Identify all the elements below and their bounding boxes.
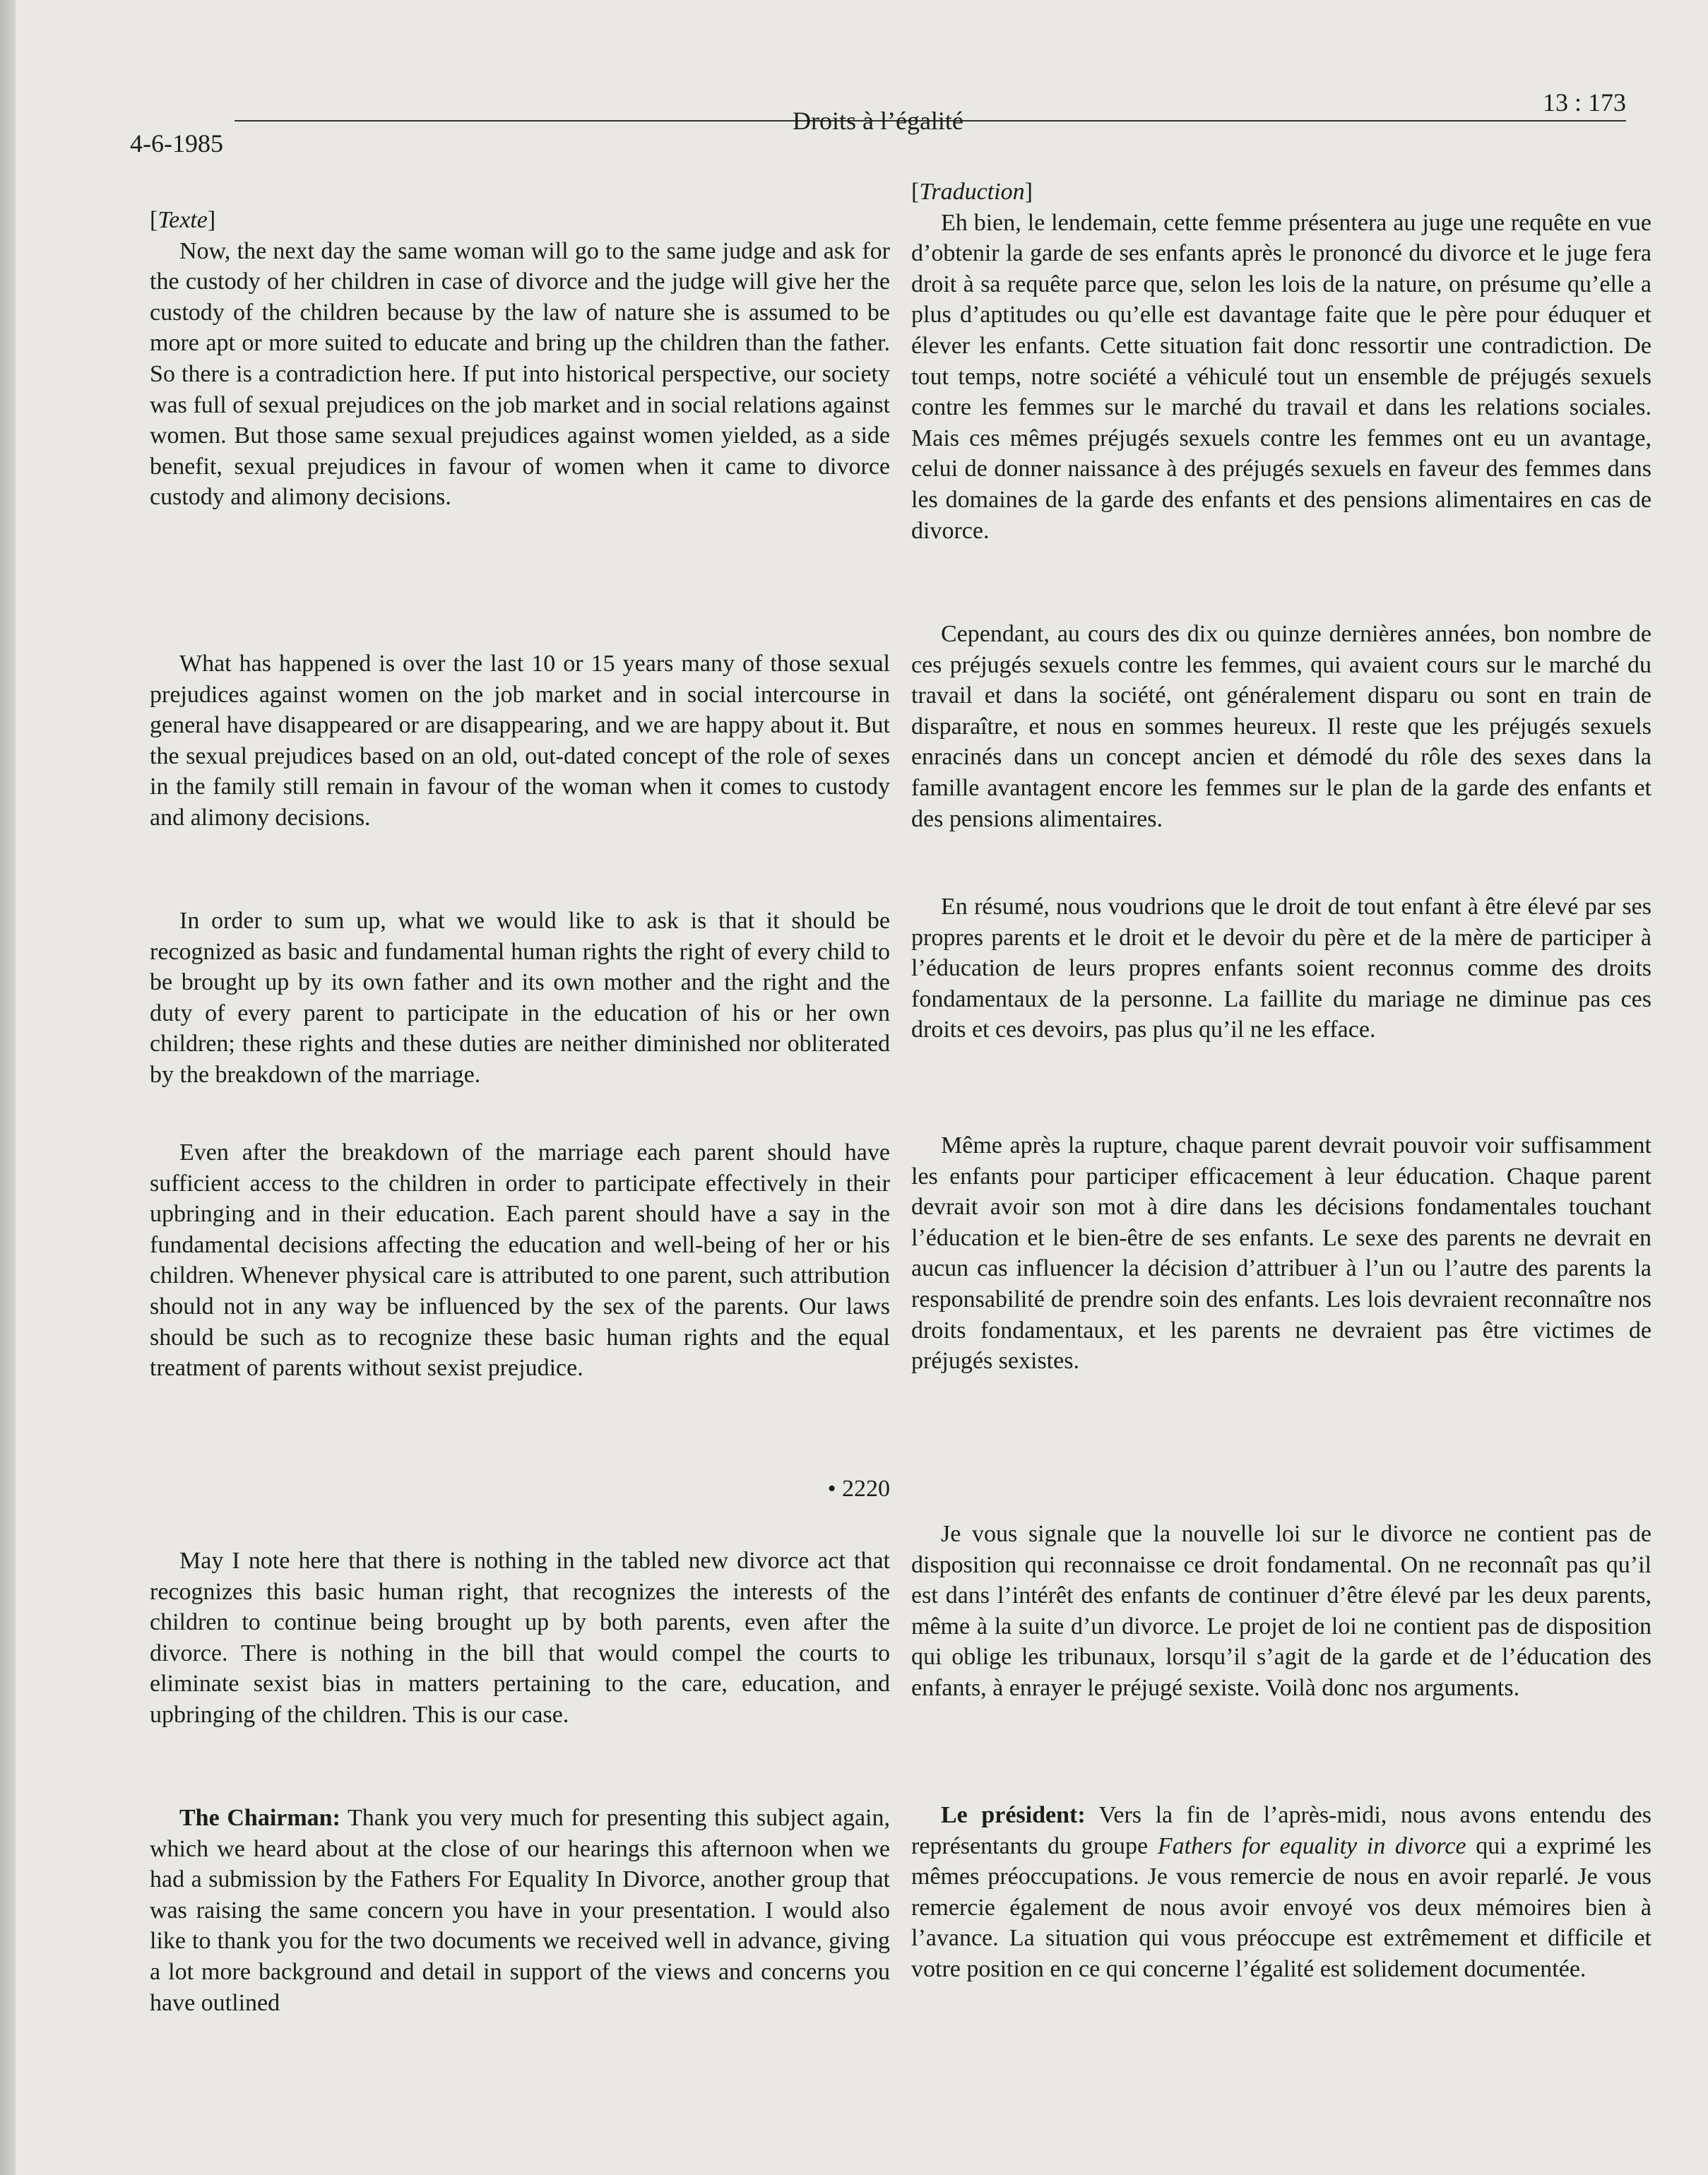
left-column-p2 [150,648,890,834]
right-column [911,177,1651,546]
left-column-p6 [150,1803,890,2018]
right-column-p6 [911,1800,1651,1985]
header-date: 4-6-1985 [130,129,223,158]
right-paragraph-6-text-a: Vers la fin de l’après-midi, nous avons entendu des représentants du groupe [911,1802,1652,1859]
header-page-number: 13 : 173 [1542,88,1626,117]
left-column-p5 [150,1546,890,1731]
right-speaker: Le président: [941,1802,1086,1828]
right-paragraph-1: Eh bien, le lendemain, cette femme présentera au juge une requête en vue d’obtenir la garde de ses enfants après le prononcé du divorce et le juge fera droit à sa requête parce que, selon les lois de la nature, on présume qu’elle a plus d’aptitudes ou qu’elle est davantage faite que le père pour éduquer et élever les enfants. Cette situation fait donc ressortir une contradiction. De tout temps, notre société a véhiculé tout un ensemble de préjugés sexuels contre les femmes sur le marché du travail et dans les relations sociales. Mais ces mêmes préjugés sexuels contre les femmes ont eu un avantage, celui de donner naissance à des préjugés sexuels en faveur des femmes dans les domaines de la garde des enfants et des pensions alimentaires en cas de divorce. [911,209,1651,544]
left-column [150,205,890,513]
right-paragraph-3: En résumé, nous voudrions que le droit de tout enfant à être élevé par ses propres parents et le droit et le devoir du père et de la mère de participer à l’éducation de leurs propres enfants soient reconnus comme des droits fondamentaux de la personne. La faillite du mariage ne diminue pas ces droits et ces devoirs, pas plus qu’il ne les efface. [911,894,1651,1043]
header-title: Droits à l’égalité [793,107,963,135]
right-paragraph-6 [911,1800,1651,1985]
left-label-text: Texte [158,207,208,233]
left-paragraph-6-text: Thank you very much for presenting this subject again, which we heard about at the close of our hearings this afternoon when we had a submission by the Fathers For Equality In Divorce, another group that was raising the same concern you have in your presentation. I would also like to thank you for the two documents we received well in advance, giving a lot more background and detail in support of the views and concerns you have outlined [150,1805,890,2016]
time-marker: • 2220 [827,1476,890,1502]
left-paragraph-5: May I note here that there is nothing in the tabled new divorce act that recognizes this basic human right, that recognizes the interests of the children to continue being brought up by both parents, even after the divorce. There is nothing in the bill that would compel the courts to eliminate sexist bias in matters pertaining to the care, education, and upbringing of the children. This is our case. [150,1548,890,1728]
left-speaker: The Chairman: [179,1805,340,1831]
right-column-p3 [911,891,1651,1045]
right-column-p5 [911,1519,1651,1704]
right-label-text: Traduction [919,179,1025,205]
left-paragraph-1: Now, the next day the same woman will go to the same judge and ask for the custody of her children in case of divorce and the judge will give her the custody of the children because by the law of nature she is assumed to be more apt or more suited to educate and bring up the children than the father. So there is a contradiction here. If put into historical perspective, our society was full of sexual prejudices on the job market and in social relations against women. But those same sexual prejudices against women yielded, as a side benefit, sexual prejudices in favour of women when it came to divorce custody and alimony decisions. [150,237,890,511]
right-label: [Traduction] [911,179,1033,205]
right-paragraph-6-text-b: qui a exprimé les mêmes préoccupations. Je vous remercie de nous en avoir reparlé. Je vous remercie également de nous avoir envoyé vos deux mémoires bien à l’avance. La situation qui vous préoccupe est extrêmement et difficile et votre position en ce qui concerne l’égalité est solidement documentée. [911,1832,1652,1982]
left-label: [Texte] [150,207,216,233]
left-column-p4 [150,1137,890,1384]
right-paragraph-2: Cependant, au cours des dix ou quinze dernières années, bon nombre de ces préjugés sexuels contre les femmes, qui avaient cours sur le marché du travail et dans la société, ont généralement disparu ou sont en train de disparaître, et nous en sommes heureux. Il reste que les préjugés sexuels enracinés dans un concept ancien et démodé du rôle des sexes dans la famille avantagent encore les femmes sur le plan de la garde des enfants et des pensions alimentaires. [911,621,1651,832]
right-paragraph-4: Même après la rupture, chaque parent devrait pouvoir voir suffisamment les enfants pour participer efficacement à leur éducation. Chaque parent devrait avoir son mot à dire dans les décisions fondamentales touchant l’éducation et le bien-être de ses enfants. Le sexe des parents ne devrait en aucun cas influencer la décision d’attribuer à l’un ou l’autre des parents la responsabilité de prendre soin des enfants. Les lois devraient reconnaître nos droits fondamentaux, et les parents ne devraient pas être victimes de préjugés sexistes. [911,1132,1651,1375]
left-paragraph-3: In order to sum up, what we would like to ask is that it should be recognized as basic and fundamental human rights the right of every child to be brought up by its own father and its own mother and the right and the duty of every parent to participate in the education of his or her own children; these rights and these duties are neither diminished nor obliterated by the breakdown of the marriage. [150,908,890,1088]
page-binding-edge [0,0,16,2175]
right-paragraph-5: Je vous signale que la nouvelle loi sur le divorce ne contient pas de disposition qui reconnaisse ce droit fondamental. On ne reconnaît pas qu’il est dans l’intérêt des enfants de continuer d’être élevé par les deux parents, même à la suite d’un divorce. Le projet de loi ne contient pas de disposition qui oblige les tribunaux, lorsqu’il s’agit de la garde et de l’éducation des enfants, à enrayer le préjugé sexiste. Voilà donc nos arguments. [911,1521,1651,1701]
page [16,0,1708,2175]
right-group-name: Fathers for equality in divorce [1157,1832,1466,1859]
right-column-p2 [911,619,1651,834]
left-paragraph-4: Even after the breakdown of the marriage each parent should have sufficient access to the children in order to participate effectively in their upbringing and in their education. Each parent should have a say in the fundamental decisions affecting the education and well-being of her or his children. Whenever physical care is attributed to one parent, such attribution should not in any way be influenced by the sex of the parents. Our laws should be such as to recognize these basic human rights and the equal treatment of parents without sexist prejudice. [150,1139,890,1382]
left-column-p3 [150,906,890,1091]
left-marker-row [150,1474,890,1509]
left-paragraph-6 [150,1803,890,2018]
left-paragraph-2: What has happened is over the last 10 or 15 years many of those sexual prejudices against women on the job market and in social intercourse in general have disappeared or are disappearing, and we are happy about it. But the sexual prejudices based on an old, out-dated concept of the role of sexes in the family still remain in favour of the woman when it comes to custody and alimony decisions. [150,651,890,831]
page-header [114,85,1626,158]
right-column-p4 [911,1130,1651,1377]
